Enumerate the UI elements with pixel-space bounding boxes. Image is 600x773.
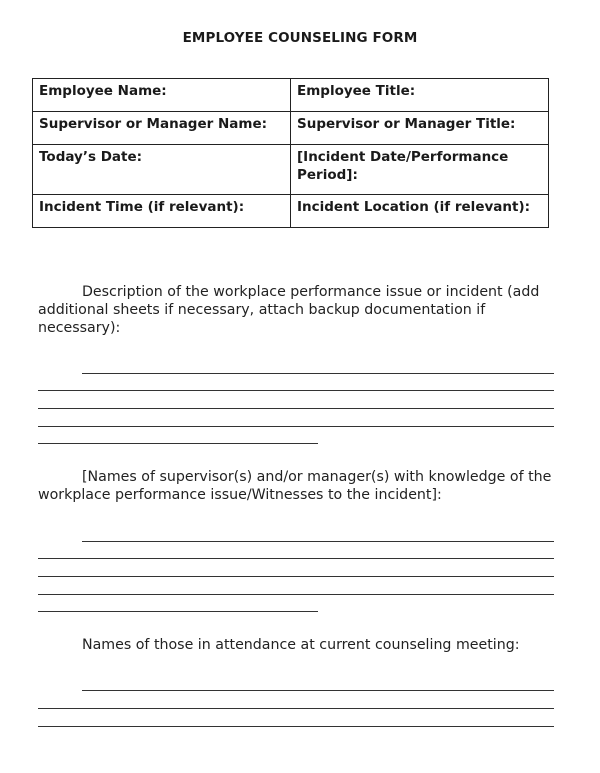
witnesses-answer-line[interactable] [38,576,554,577]
description-prompt-text: Description of the workplace performance issue or incident (add additional sheets if necessary, attach backup documentation if necessary): [38,284,540,336]
attendance-prompt [38,636,558,654]
witnesses-prompt-text: [Names of supervisor(s) and/or manager(s) with knowledge of the workplace performance issue/Witnesses to the incident]: [38,469,552,503]
employee-info-table [32,78,549,228]
incident-location-field[interactable]: Incident Location (if relevant): [291,195,549,228]
table-row [33,145,549,195]
witnesses-answer-line[interactable] [38,611,318,612]
supervisor-name-field[interactable]: Supervisor or Manager Name: [33,112,291,145]
attendance-answer-line[interactable] [38,708,554,709]
table-row [33,195,549,228]
witnesses-prompt [38,468,558,504]
table-row [33,79,549,112]
employee-title-field[interactable]: Employee Title: [291,79,549,112]
table-row [33,112,549,145]
supervisor-title-field[interactable]: Supervisor or Manager Title: [291,112,549,145]
attendance-prompt-text: Names of those in attendance at current counseling meeting: [82,637,520,653]
description-answer-line[interactable] [38,443,318,444]
witnesses-answer-line[interactable] [38,594,554,595]
description-answer-line[interactable] [38,408,554,409]
attendance-answer-line[interactable] [82,690,554,691]
employee-name-field[interactable]: Employee Name: [33,79,291,112]
attendance-answer-line[interactable] [38,726,554,727]
witnesses-answer-line[interactable] [38,558,554,559]
description-answer-line[interactable] [38,390,554,391]
todays-date-field[interactable]: Today’s Date: [33,145,291,195]
witnesses-answer-line[interactable] [82,541,554,542]
incident-time-field[interactable]: Incident Time (if relevant): [33,195,291,228]
description-answer-line[interactable] [82,373,554,374]
description-prompt [38,283,558,337]
description-answer-line[interactable] [38,426,554,427]
form-title: EMPLOYEE COUNSELING FORM [182,30,418,46]
incident-date-field[interactable]: [Incident Date/Performance Period]: [291,145,549,195]
